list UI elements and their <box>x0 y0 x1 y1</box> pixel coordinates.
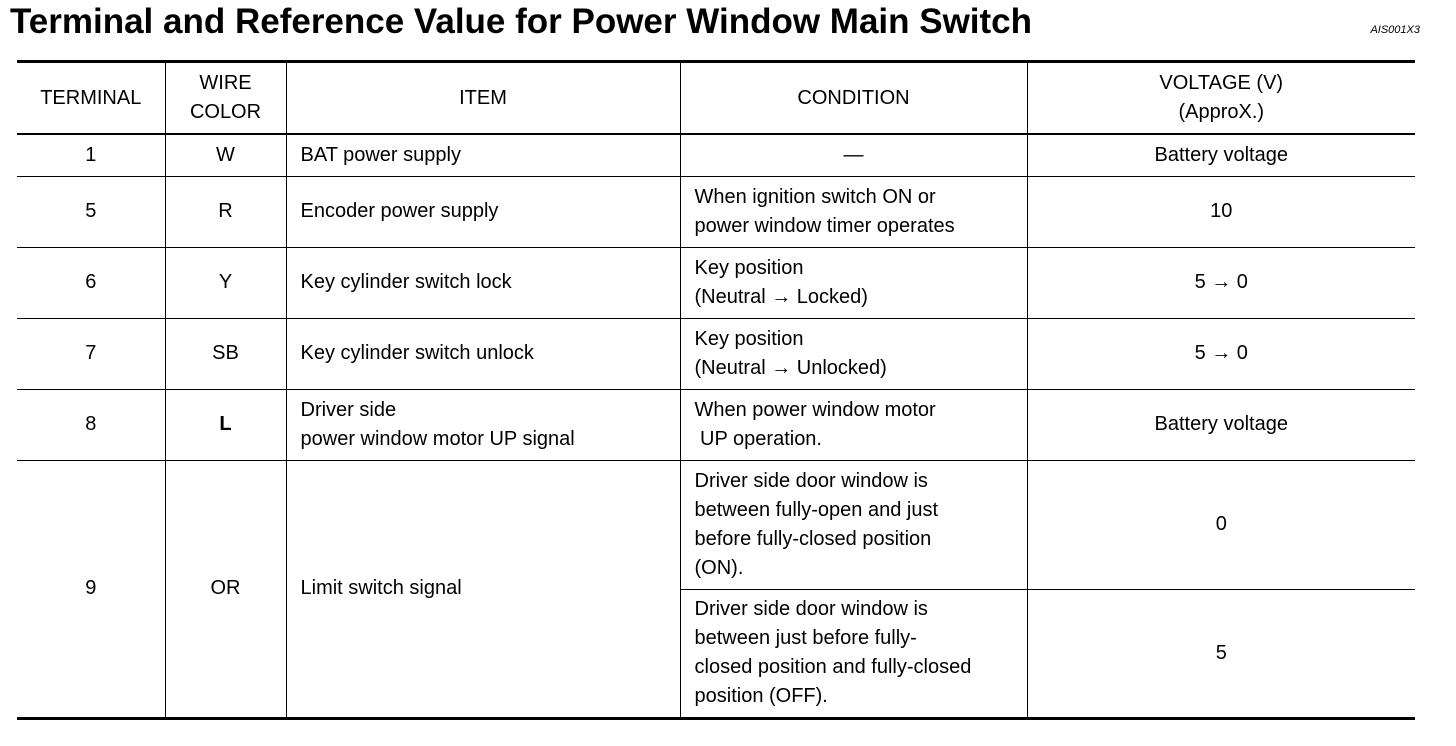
wire-color-cell: Y <box>165 247 286 318</box>
voltage-cell: 5 → 0 <box>1027 318 1415 389</box>
page-title: Terminal and Reference Value for Power Window Main Switch <box>10 2 1033 41</box>
item-cell: Driver side power window motor UP signal <box>286 389 680 460</box>
table-row <box>17 134 1415 176</box>
item-cell: Encoder power supply <box>286 176 680 247</box>
terminal-cell: 8 <box>17 389 165 460</box>
table-row <box>17 247 1415 318</box>
wire-color-cell: W <box>165 134 286 176</box>
wire-color-cell: SB <box>165 318 286 389</box>
terminal-cell: 9 <box>17 460 165 718</box>
column-header-terminal: TERMINAL <box>17 62 165 135</box>
terminal-cell: 5 <box>17 176 165 247</box>
item-cell: Limit switch signal <box>286 460 680 718</box>
wire-color-cell: L <box>165 389 286 460</box>
condition-cell: — <box>680 134 1027 176</box>
reference-code: AIS001X3 <box>1370 24 1420 36</box>
terminal-cell: 7 <box>17 318 165 389</box>
item-cell: Key cylinder switch unlock <box>286 318 680 389</box>
item-cell: BAT power supply <box>286 134 680 176</box>
item-cell: Key cylinder switch lock <box>286 247 680 318</box>
table-row <box>17 389 1415 460</box>
column-header-voltage: VOLTAGE (V) (ApproX.) <box>1027 62 1415 135</box>
column-header-item: ITEM <box>286 62 680 135</box>
terminal-cell: 1 <box>17 134 165 176</box>
table-row <box>17 318 1415 389</box>
condition-cell: Driver side door window is between just before fully- closed position and fully-closed position (OFF). <box>680 589 1027 718</box>
wire-color-cell: OR <box>165 460 286 718</box>
terminal-reference-table <box>17 60 1415 720</box>
voltage-cell: 0 <box>1027 460 1415 589</box>
table-header-row <box>17 62 1415 135</box>
voltage-cell: 5 <box>1027 589 1415 718</box>
voltage-cell: 10 <box>1027 176 1415 247</box>
condition-cell: Driver side door window is between fully-open and just before fully-closed position (ON). <box>680 460 1027 589</box>
voltage-cell: Battery voltage <box>1027 389 1415 460</box>
column-header-wire-color: WIRE COLOR <box>165 62 286 135</box>
terminal-cell: 6 <box>17 247 165 318</box>
table-row <box>17 460 1415 589</box>
condition-cell: Key position (Neutral → Locked) <box>680 247 1027 318</box>
wire-color-cell: R <box>165 176 286 247</box>
voltage-cell: 5 → 0 <box>1027 247 1415 318</box>
condition-cell: When power window motor UP operation. <box>680 389 1027 460</box>
table-row <box>17 176 1415 247</box>
voltage-cell: Battery voltage <box>1027 134 1415 176</box>
condition-cell: When ignition switch ON or power window timer operates <box>680 176 1027 247</box>
column-header-condition: CONDITION <box>680 62 1027 135</box>
condition-cell: Key position (Neutral → Unlocked) <box>680 318 1027 389</box>
